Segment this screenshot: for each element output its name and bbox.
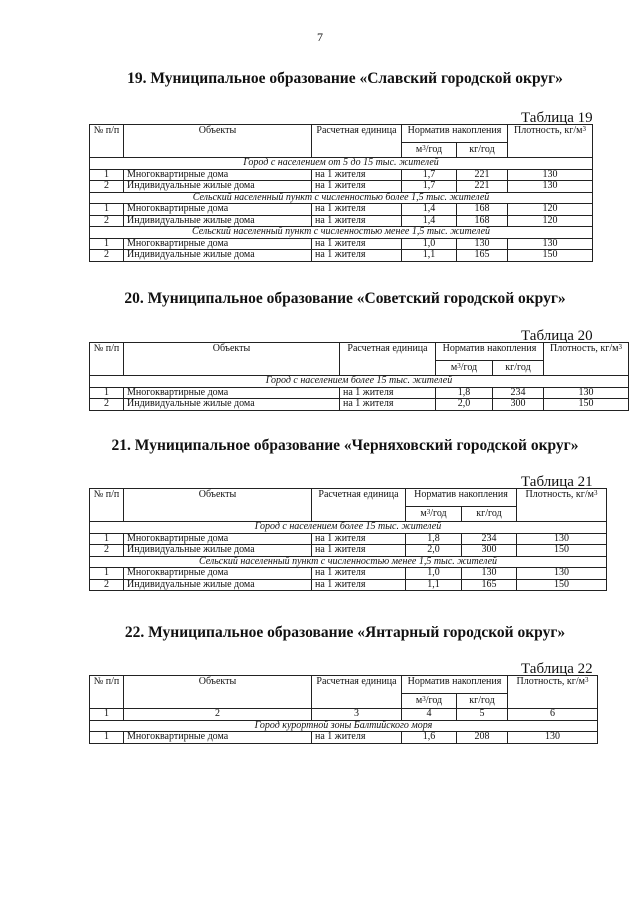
row-number-cell: 2 [90, 250, 124, 262]
object-cell: Многоквартирные дома [124, 238, 312, 250]
norm-m3-cell: 1,1 [406, 579, 462, 591]
header-norm-kg: кг/год [493, 361, 544, 376]
table-label: Таблица 22 [521, 661, 593, 677]
norm-kg-cell: 168 [457, 215, 508, 227]
norm-kg-cell: 130 [457, 238, 508, 250]
row-number-cell: 2 [90, 215, 124, 227]
table-row [90, 204, 593, 216]
header-density: Плотность, $кг/м^3$ [517, 489, 607, 522]
header-objects: Объекты [124, 343, 340, 376]
norm-m3-cell: 1,1 [402, 250, 457, 262]
density-cell: 6 [508, 709, 598, 721]
norm-table [89, 124, 593, 262]
superscript: 3 [582, 125, 586, 133]
density-cell: 130 [517, 568, 607, 580]
superscript: 3 [422, 143, 426, 152]
header-number: № п/п [90, 489, 124, 522]
object-cell: 2 [124, 709, 312, 721]
group-label: Сельский населенный пункт с численностью более 1,5 тыс. жителей [90, 192, 593, 204]
row-number-cell: 1 [90, 387, 124, 399]
norm-kg-cell: 300 [493, 399, 544, 411]
unit-cell: на 1 жителя [312, 169, 402, 181]
group-label: Город с населением от 5 до 15 тыс. жителей [90, 158, 593, 170]
row-number-cell: 1 [90, 732, 124, 744]
row-number-cell: 1 [90, 709, 124, 721]
norm-kg-cell: 221 [457, 181, 508, 193]
table-row [90, 238, 593, 250]
header-objects: Объекты [124, 125, 312, 158]
density-cell: 150 [517, 545, 607, 557]
object-cell: Индивидуальные жилые дома [124, 250, 312, 262]
density-cell: 150 [508, 250, 593, 262]
header-norm-m3: $м^3$/год [402, 143, 457, 158]
density-cell: 150 [517, 579, 607, 591]
table-row [90, 169, 593, 181]
header-norm-m3: $м^3$/год [402, 694, 457, 709]
norm-table [89, 675, 598, 744]
row-number-cell: 1 [90, 238, 124, 250]
header-row [90, 489, 607, 507]
column-index-row [90, 709, 598, 721]
norm-m3-cell: 1,6 [402, 732, 457, 744]
header-norm-kg: кг/год [462, 507, 517, 522]
group-label: Город с населением более 15 тыс. жителей [90, 376, 629, 388]
unit-cell: на 1 жителя [312, 568, 406, 580]
density-cell: 130 [517, 533, 607, 545]
unit-cell: на 1 жителя [312, 533, 406, 545]
unit-cell: на 1 жителя [340, 387, 436, 399]
norm-m3-cell: 1,0 [402, 238, 457, 250]
norm-kg-cell: 234 [462, 533, 517, 545]
norm-m3-cell: 1,7 [402, 181, 457, 193]
norm-kg-cell: 165 [457, 250, 508, 262]
header-row [90, 343, 629, 361]
group-label: Город с населением более 15 тыс. жителей [90, 522, 607, 534]
table-label: Таблица 21 [521, 474, 593, 490]
row-number-cell: 1 [90, 169, 124, 181]
object-cell: Индивидуальные жилые дома [124, 181, 312, 193]
group-label: Сельский населенный пункт с численностью менее 1,5 тыс. жителей [90, 556, 607, 568]
density-cell: 130 [544, 387, 629, 399]
group-row [90, 556, 607, 568]
unit-cell: на 1 жителя [312, 181, 402, 193]
norm-m3-cell: 4 [402, 709, 457, 721]
superscript: 3 [594, 489, 598, 497]
table-row [90, 250, 593, 262]
unit-cell: на 1 жителя [312, 238, 402, 250]
unit-cell: на 1 жителя [340, 399, 436, 411]
group-label: Город курортной зоны Балтийского моря [90, 720, 598, 732]
superscript: 3 [585, 676, 589, 684]
header-objects: Объекты [124, 676, 312, 709]
density-cell: 150 [544, 399, 629, 411]
norm-m3-cell: 1,4 [402, 204, 457, 216]
row-number-cell: 1 [90, 568, 124, 580]
norm-table [89, 342, 629, 411]
header-number: № п/п [90, 125, 124, 158]
group-row [90, 376, 629, 388]
object-cell: Индивидуальные жилые дома [124, 545, 312, 557]
header-row [90, 676, 598, 694]
norm-kg-cell: 221 [457, 169, 508, 181]
unit-cell: на 1 жителя [312, 732, 402, 744]
object-cell: Индивидуальные жилые дома [124, 579, 312, 591]
header-row [90, 125, 593, 143]
density-cell: 130 [508, 169, 593, 181]
group-row [90, 158, 593, 170]
section-heading: 20. Муниципальное образование «Советский городской округ» [124, 290, 566, 307]
norm-m3-cell: 2,0 [436, 399, 493, 411]
superscript: 3 [457, 361, 461, 370]
norm-m3-cell: 1,4 [402, 215, 457, 227]
norm-m3-cell: 1,8 [406, 533, 462, 545]
header-norm: Норматив накопления [402, 125, 508, 143]
table-row [90, 533, 607, 545]
group-row [90, 720, 598, 732]
section-heading: 21. Муниципальное образование «Черняховский городской округ» [111, 437, 579, 454]
header-norm-m3: $м^3$/год [436, 361, 493, 376]
table-label: Таблица 19 [521, 110, 593, 126]
header-norm: Норматив накопления [402, 676, 508, 694]
group-label: Сельский населенный пункт с численностью менее 1,5 тыс. жителей [90, 227, 593, 239]
table-row [90, 387, 629, 399]
norm-kg-cell: 168 [457, 204, 508, 216]
header-norm-m3: $м^3$/год [406, 507, 462, 522]
norm-kg-cell: 234 [493, 387, 544, 399]
header-norm: Норматив накопления [406, 489, 517, 507]
table-row [90, 181, 593, 193]
header-number: № п/п [90, 676, 124, 709]
superscript: 3 [422, 694, 426, 703]
table-row [90, 732, 598, 744]
unit-cell: 3 [312, 709, 402, 721]
group-row [90, 227, 593, 239]
section-heading: 22. Муниципальное образование «Янтарный городской округ» [124, 624, 566, 641]
unit-cell: на 1 жителя [312, 204, 402, 216]
object-cell: Многоквартирные дома [124, 169, 312, 181]
header-norm-kg: кг/год [457, 694, 508, 709]
norm-table [89, 488, 607, 591]
density-cell: 120 [508, 204, 593, 216]
object-cell: Многоквартирные дома [124, 533, 312, 545]
section-heading: 19. Муниципальное образование «Славский городской округ» [127, 70, 563, 87]
density-cell: 130 [508, 181, 593, 193]
object-cell: Многоквартирные дома [124, 204, 312, 216]
row-number-cell: 2 [90, 579, 124, 591]
unit-cell: на 1 жителя [312, 579, 406, 591]
row-number-cell: 1 [90, 204, 124, 216]
header-unit: Расчетная единица [312, 125, 402, 158]
table-row [90, 579, 607, 591]
norm-kg-cell: 130 [462, 568, 517, 580]
object-cell: Многоквартирные дома [124, 732, 312, 744]
object-cell: Многоквартирные дома [124, 568, 312, 580]
norm-m3-cell: 1,7 [402, 169, 457, 181]
table-row [90, 568, 607, 580]
group-row [90, 192, 593, 204]
page-number: 7 [317, 30, 323, 44]
unit-cell: на 1 жителя [312, 250, 402, 262]
norm-kg-cell: 300 [462, 545, 517, 557]
density-cell: 130 [508, 238, 593, 250]
header-density: Плотность, $кг/м^3$ [508, 125, 593, 158]
superscript: 3 [618, 343, 622, 351]
row-number-cell: 2 [90, 181, 124, 193]
table-row [90, 399, 629, 411]
norm-m3-cell: 2,0 [406, 545, 462, 557]
header-objects: Объекты [124, 489, 312, 522]
header-unit: Расчетная единица [312, 676, 402, 709]
row-number-cell: 2 [90, 545, 124, 557]
unit-cell: на 1 жителя [312, 545, 406, 557]
density-cell: 120 [508, 215, 593, 227]
norm-kg-cell: 5 [457, 709, 508, 721]
row-number-cell: 2 [90, 399, 124, 411]
object-cell: Многоквартирные дома [124, 387, 340, 399]
norm-kg-cell: 165 [462, 579, 517, 591]
header-density: Плотность, $кг/м^3$ [544, 343, 629, 376]
norm-m3-cell: 1,0 [406, 568, 462, 580]
norm-m3-cell: 1,8 [436, 387, 493, 399]
object-cell: Индивидуальные жилые дома [124, 399, 340, 411]
unit-cell: на 1 жителя [312, 215, 402, 227]
table-row [90, 215, 593, 227]
density-cell: 130 [508, 732, 598, 744]
header-norm: Норматив накопления [436, 343, 544, 361]
header-density: Плотность, $кг/м^3$ [508, 676, 598, 709]
object-cell: Индивидуальные жилые дома [124, 215, 312, 227]
table-row [90, 545, 607, 557]
header-number: № п/п [90, 343, 124, 376]
row-number-cell: 1 [90, 533, 124, 545]
group-row [90, 522, 607, 534]
header-unit: Расчетная единица [340, 343, 436, 376]
superscript: 3 [426, 507, 431, 516]
header-unit: Расчетная единица [312, 489, 406, 522]
table-label: Таблица 20 [521, 328, 593, 344]
header-norm-kg: кг/год [457, 143, 508, 158]
norm-kg-cell: 208 [457, 732, 508, 744]
